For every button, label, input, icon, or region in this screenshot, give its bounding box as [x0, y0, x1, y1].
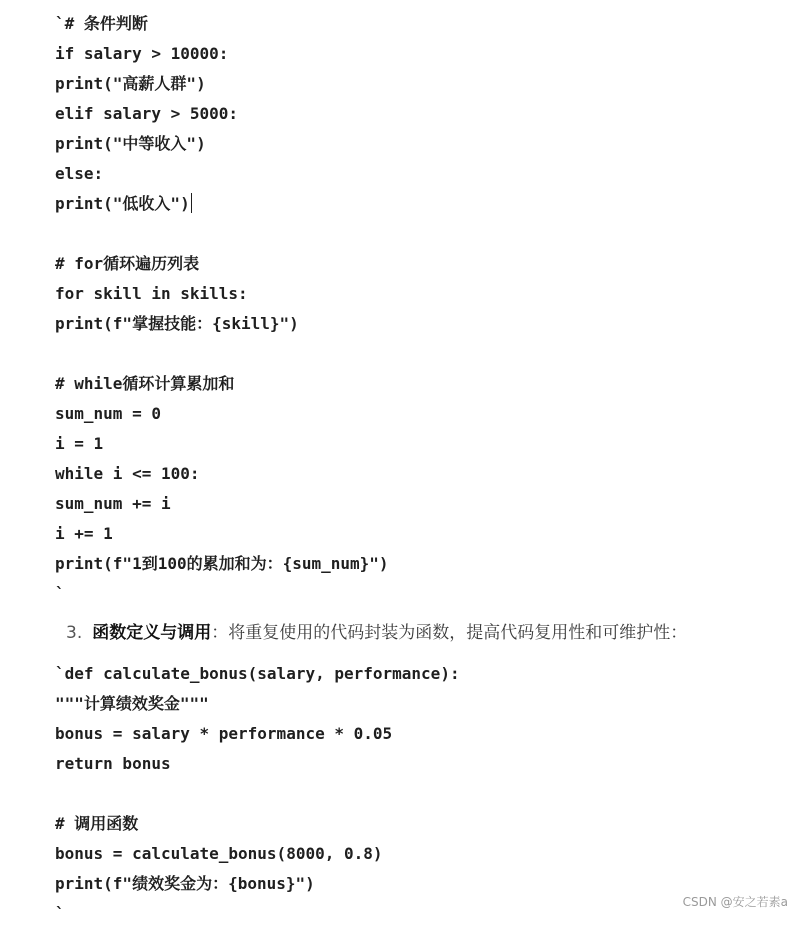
code-line: print(f"掌握技能：{skill}"): [55, 314, 299, 333]
code-line: while i <= 100:: [55, 464, 200, 483]
code-line: i += 1: [55, 524, 113, 543]
code-line: i = 1: [55, 434, 104, 453]
code-line: return bonus: [55, 754, 171, 773]
watermark: CSDN @安之若素a: [682, 895, 788, 909]
code-line: `: [55, 904, 65, 923]
code-line: `def calculate_bonus(salary, performance):: [55, 664, 460, 683]
code-line: print(f"绩效奖金为：{bonus}"): [55, 874, 315, 893]
blank-line: [55, 219, 389, 249]
code-line-with-caret: [55, 189, 389, 219]
code-line: print(f"1到100的累加和为：{sum_num}"): [55, 554, 389, 573]
text-cursor: [191, 193, 192, 213]
blank-line: [55, 779, 460, 809]
code-line: bonus = calculate_bonus(8000, 0.8): [55, 844, 383, 863]
list-item-term: 函数定义与调用: [92, 623, 212, 643]
code-line-text: print("低收入"): [55, 194, 190, 213]
list-number: 3.: [66, 623, 83, 643]
code-block-function: [55, 659, 460, 929]
list-item-text: ：将重复使用的代码封装为函数，提高代码复用性和可维护性：: [211, 623, 688, 643]
code-block-control-flow: [55, 9, 389, 609]
code-comment-line: # 调用函数: [55, 814, 139, 833]
code-line: else:: [55, 164, 104, 183]
code-line: """计算绩效奖金""": [55, 694, 209, 713]
code-line: bonus = salary * performance * 0.05: [55, 724, 393, 743]
numbered-list-item: [66, 618, 687, 648]
code-comment-line: # while循环计算累加和: [55, 374, 235, 393]
code-line: print("中等收入"): [55, 134, 206, 153]
code-line: elif salary > 5000:: [55, 104, 239, 123]
code-line: if salary > 10000:: [55, 44, 229, 63]
code-line: `: [55, 584, 65, 603]
code-line: sum_num += i: [55, 494, 171, 513]
code-line: sum_num = 0: [55, 404, 161, 423]
code-line: `# 条件判断: [55, 14, 148, 33]
code-line: for skill in skills:: [55, 284, 248, 303]
blank-line: [55, 339, 389, 369]
code-line: print("高薪人群"): [55, 74, 206, 93]
code-comment-line: # for循环遍历列表: [55, 254, 200, 273]
